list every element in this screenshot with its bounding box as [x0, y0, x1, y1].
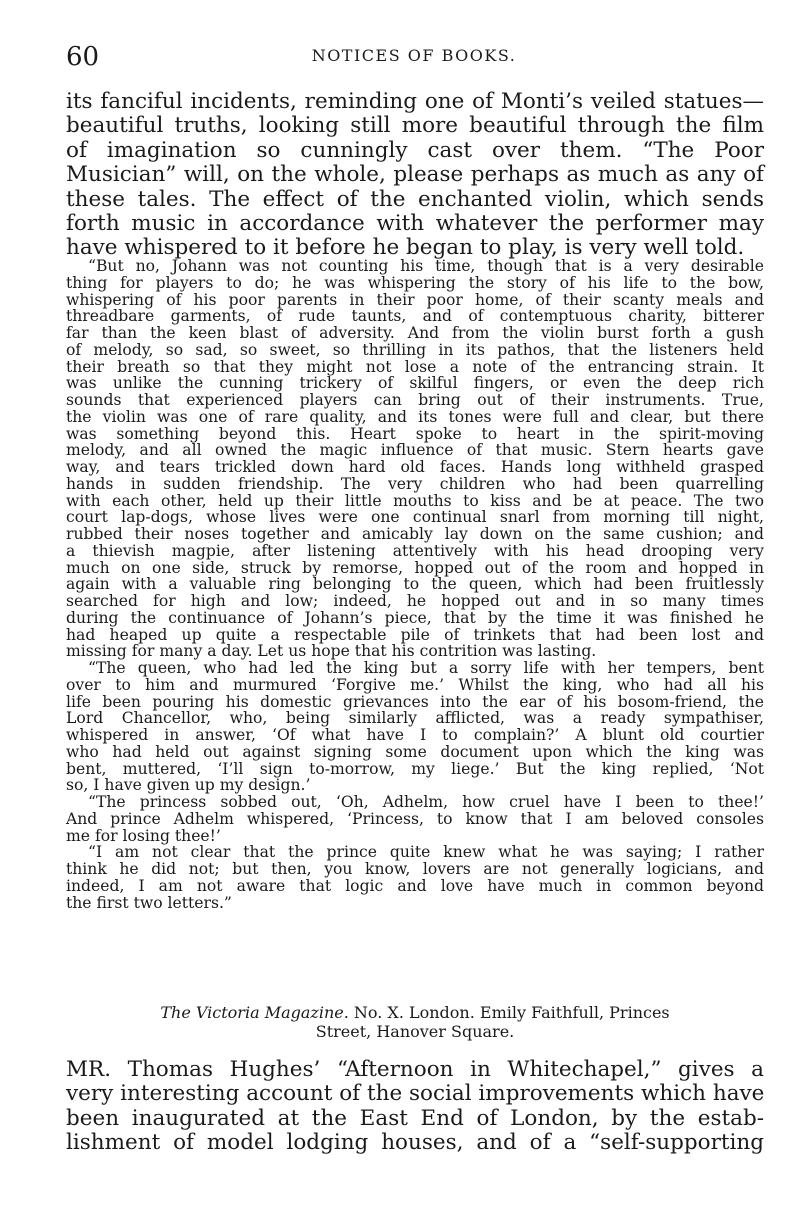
- text-line: of imagination so cunningly cast over them. “The Poor: [66, 137, 764, 163]
- quote-line: missing for many a day. Let us hope that his contrition was lasting.: [66, 642, 597, 661]
- page-header: [66, 42, 762, 72]
- quote-line: threadbare garments, of rude taunts, and of contemptuous charity, bitterer: [66, 307, 764, 326]
- quote-line: court lap-dogs, whose lives were one continual snarl from morning till night,: [66, 508, 764, 527]
- citation-line: [66, 1003, 764, 1022]
- text-line: Musician” will, on the whole, please perhaps as much as any of: [66, 162, 764, 188]
- quote-line: was something beyond this. Heart spoke to heart in the spirit-moving: [66, 424, 764, 443]
- quote-line: whispering of his poor parents in their poor home, of their scanty meals and: [66, 290, 764, 309]
- quote-line: far than the keen blast of adversity. And from the violin burst forth a gush: [66, 324, 764, 342]
- block-quote: [66, 258, 764, 911]
- quote-line: over to him and murmured ‘Forgive me.’ Whilst the king, who had all his: [66, 675, 764, 694]
- quote-line: rubbed their noses together and amicably lay down on the same cushion; and: [66, 525, 764, 543]
- quote-line: was unlike the cunning trickery of skilful fingers, or even the deep rich: [66, 374, 764, 393]
- text-line: have whispered to it before he began to play, is very well told.: [66, 235, 745, 261]
- quote-line: again with a valuable ring belonging to the queen, which had been fruitlessly: [66, 575, 764, 594]
- citation-details: No. X. London. Emily Faithfull, Princes: [353, 1003, 670, 1022]
- quote-line: so, I have given up my design.’: [66, 776, 311, 795]
- quote-line: the violin was one of rare quality, and its tones were full and clear, but there: [66, 407, 764, 426]
- text-line: MR. Thomas Hughes’ “Afternoon in Whitechapel,” gives a: [66, 1057, 764, 1082]
- quote-line: indeed, I am not aware that logic and love have much in common beyond: [66, 876, 764, 895]
- quote-line: “The queen, who had led the king but a sorry life with her tempers, bent: [88, 659, 764, 677]
- text-line: very interesting account of the social improvements which have: [66, 1081, 765, 1107]
- quote-line: hands in sudden friendship. The very children who had been quarrelling: [66, 474, 764, 493]
- text-line: its fanciful incidents, reminding one of Monti’s veiled statues—: [66, 89, 764, 114]
- running-head: NOTICES OF BOOKS.: [311, 46, 517, 65]
- quote-line: had heaped up quite a respectable pile of trinkets that had been lost and: [66, 625, 764, 644]
- quote-line: “I am not clear that the prince quite knew what he was saying; I rather: [88, 843, 764, 862]
- quote-line: melody, and all owned the magic influence of that music. Stern hearts gave: [66, 441, 764, 460]
- next-review-paragraph: [66, 1058, 764, 1156]
- quote-line: who had held out against signing some document upon which the king was: [66, 742, 764, 761]
- quote-line: searched for high and low; indeed, he hopped out and in so many times: [66, 592, 764, 610]
- quote-line: a thievish magpie, after listening attentively with his head drooping very: [66, 541, 764, 560]
- quote-line: me for losing thee!’: [66, 826, 221, 845]
- quote-line: life been pouring his domestic grievances into the ear of his bosom-friend, the: [66, 692, 764, 711]
- text-line: forth music in accordance with whatever the performer may: [66, 211, 764, 237]
- quote-line: their breath so that they might not lose a note of the entrancing strain. It: [66, 357, 764, 376]
- text-line: beautiful truths, looking still more beautiful through the film: [66, 113, 764, 139]
- citation-title: The Victoria Magazine.: [160, 1003, 349, 1022]
- quote-line: much on one side, struck by remorse, hopped out of the room and hopped in: [66, 558, 764, 577]
- text-line: these tales. The effect of the enchanted violin, which sends: [66, 186, 764, 212]
- quote-line: bent, muttered, ‘I’ll sign to-morrow, my liege.’ But the king replied, ‘Not: [66, 759, 764, 778]
- quote-line: whispered in answer, ‘Of what have I to complain?’ A blunt old courtier: [66, 726, 764, 744]
- quote-line: sounds that experienced players can bring out of their instruments. True,: [66, 391, 764, 409]
- quote-line: And prince Adhelm whispered, ‘Princess, to know that I am beloved consoles: [66, 809, 764, 828]
- quote-line: during the continuance of Johann’s piece, that by the time it was finished he: [66, 608, 764, 627]
- quote-line: of melody, so sad, so sweet, so thrilling in its pathos, that the listeners held: [66, 340, 764, 359]
- text-line: lishment of model lodging houses, and of a “self-supporting: [66, 1130, 764, 1156]
- quote-line: thing for players to do; he was whispering the story of his life to the bow,: [66, 273, 764, 292]
- book-citation: [66, 1003, 764, 1041]
- quote-line: with each other, held up their little mouths to kiss and be at peace. The two: [66, 491, 764, 510]
- quote-line: “But no, Johann was not counting his time, though that is a very desirable: [88, 257, 764, 275]
- text-line: been inaugurated at the East End of London, by the estab-: [66, 1105, 764, 1131]
- citation-address: Street, Hanover Square.: [315, 1022, 515, 1041]
- quote-line: think he did not; but then, you know, lovers are not generally logicians, and: [66, 860, 764, 878]
- quote-line: Lord Chancellor, who, being similarly afflicted, was a ready sympathiser,: [66, 709, 764, 728]
- page-number: 60: [66, 42, 100, 72]
- intro-paragraph: [66, 90, 764, 261]
- quote-line: way, and tears trickled down hard old faces. Hands long withheld grasped: [66, 458, 764, 476]
- quote-line: “The princess sobbed out, ‘Oh, Adhelm, how cruel have I been to thee!’: [88, 793, 764, 811]
- quote-line: the first two letters.”: [66, 893, 232, 912]
